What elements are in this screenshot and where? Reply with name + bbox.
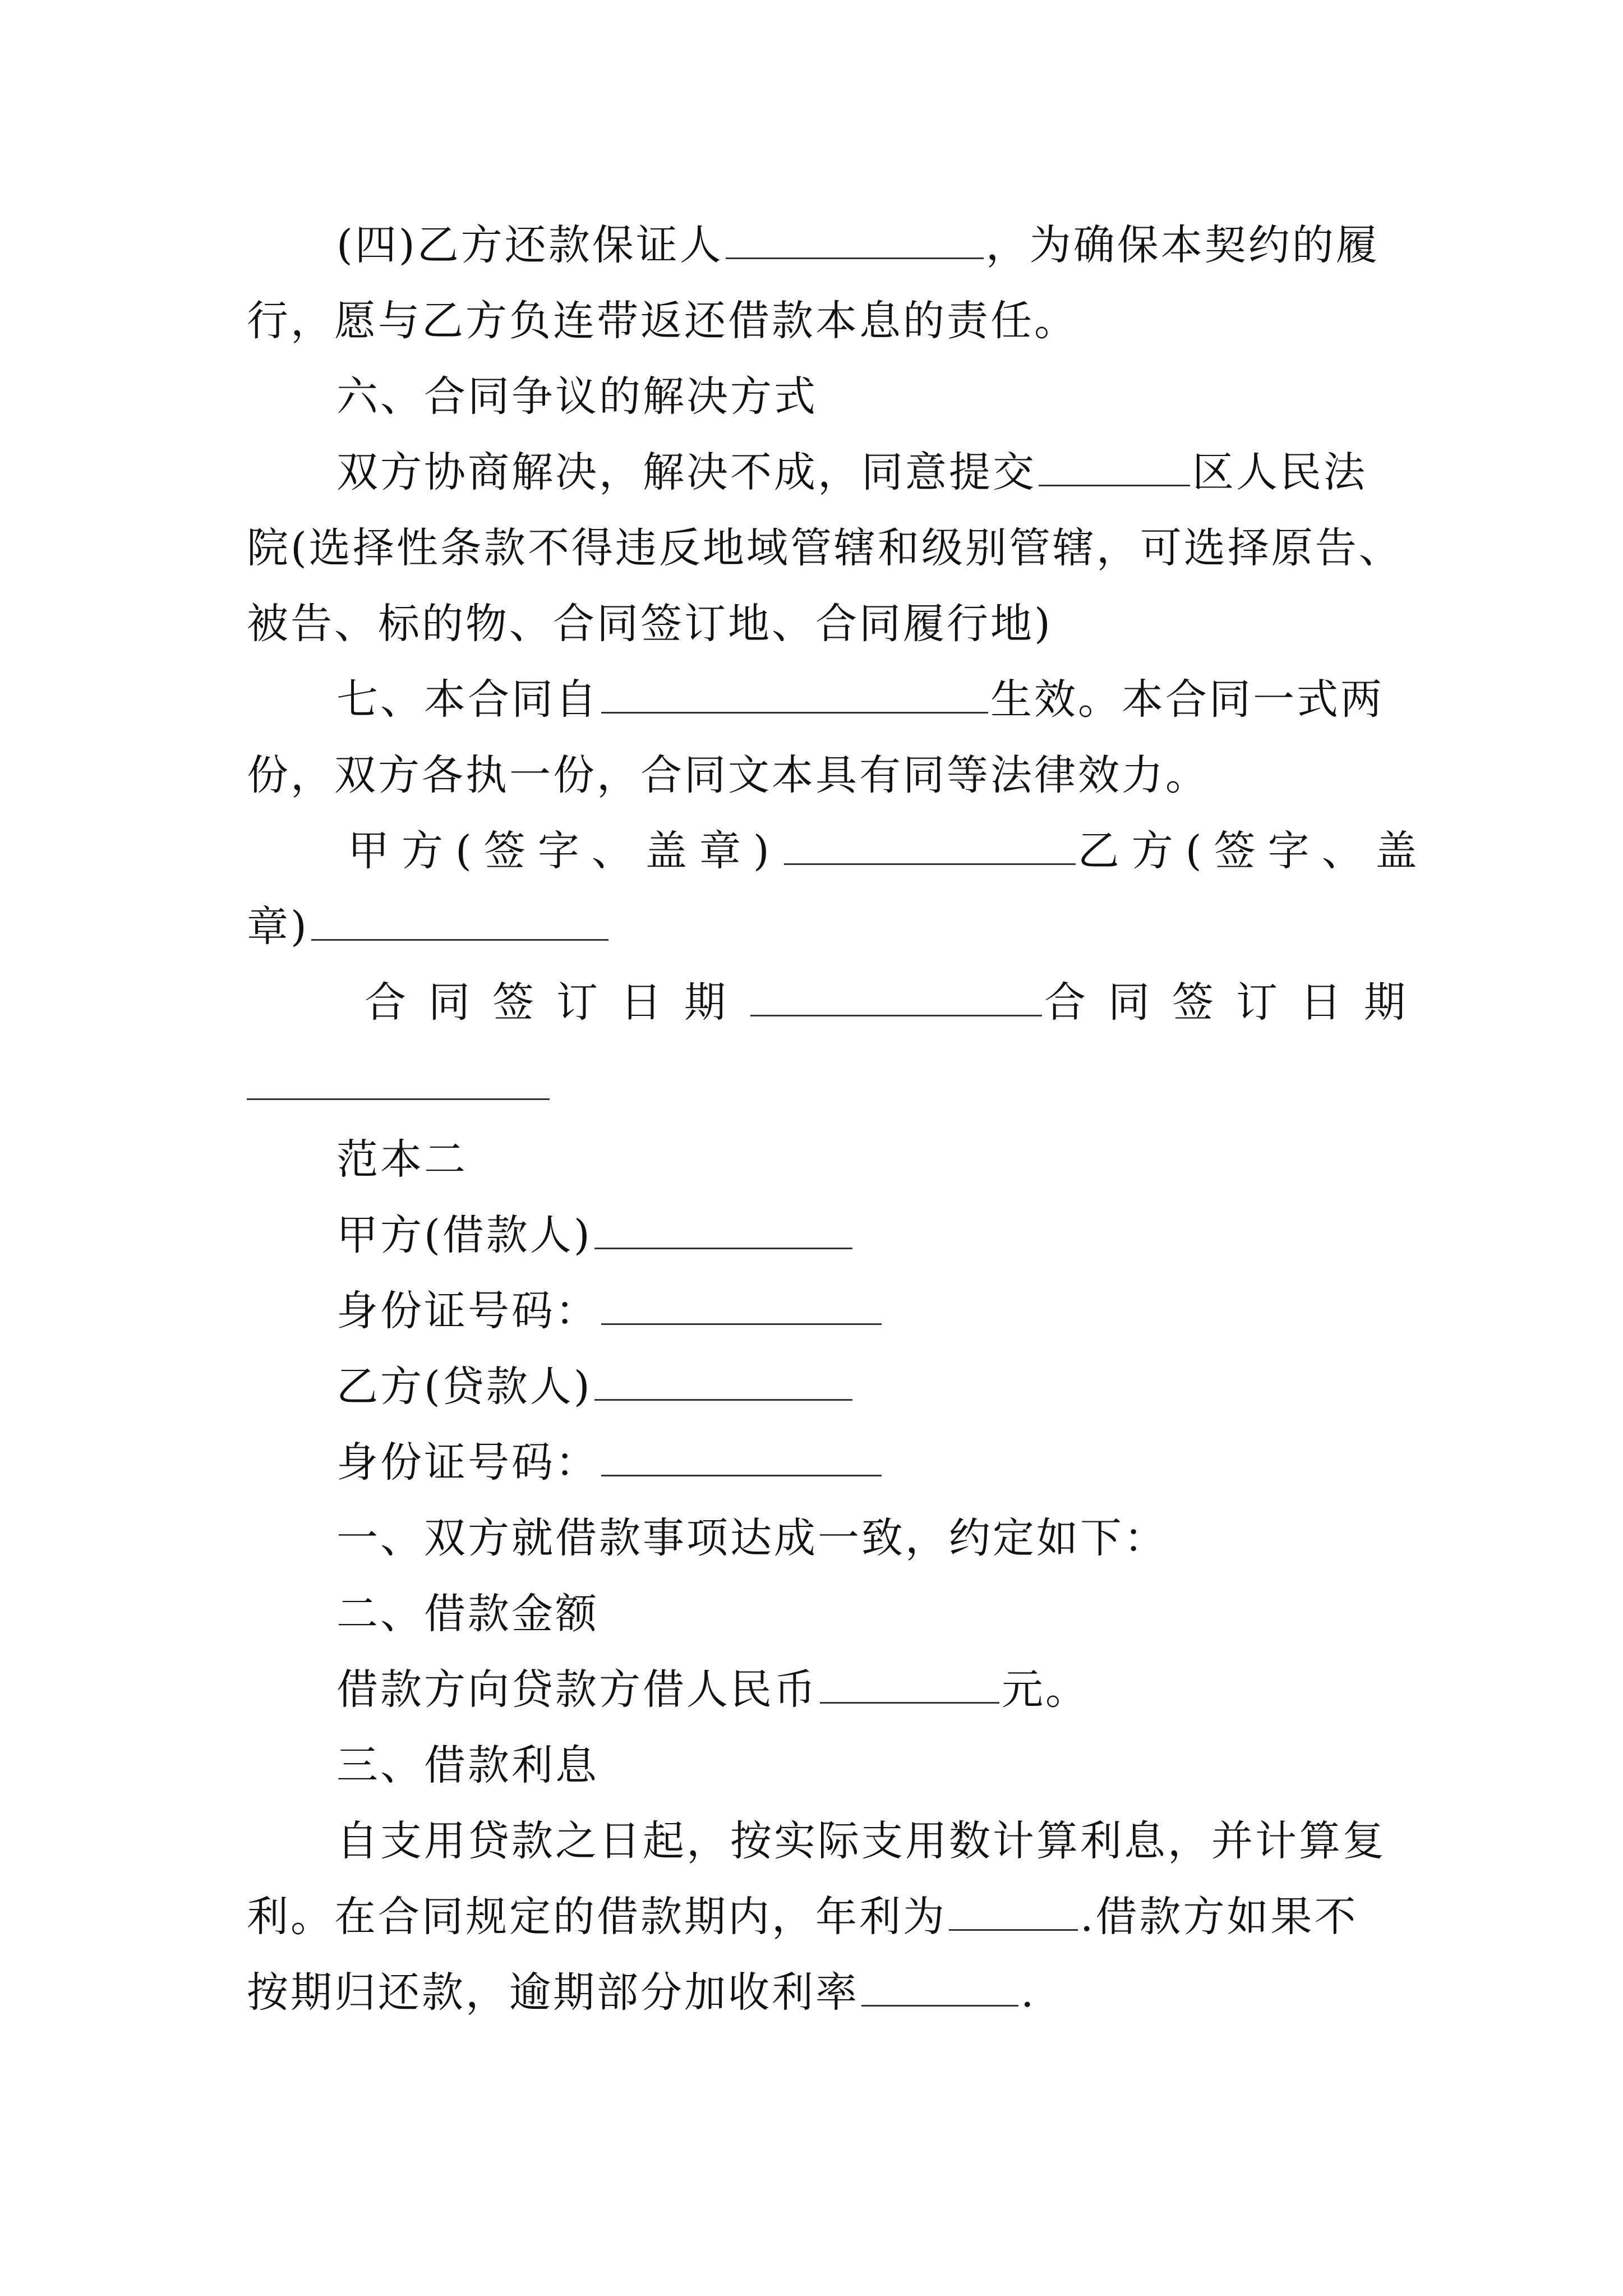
agreement-intro: 一、双方就借款事项达成一致，约定如下：: [336, 1514, 1168, 1562]
party-b-date-label: 合同签订日期: [1044, 978, 1428, 1027]
overdue-rate-label: 按期归还款，逾期部分加收利率: [247, 1968, 859, 2017]
lender-id-line: [336, 1426, 1380, 1499]
signature-line: [348, 815, 1430, 887]
court-text: 区人民法: [1192, 448, 1367, 496]
party-b-signature-label: 乙方(签字、盖: [1077, 827, 1430, 875]
guarantor-line: [336, 209, 1380, 282]
borrower-id-line: [336, 1274, 1380, 1347]
effective-label: 七、本合同自: [336, 675, 599, 724]
guarantor-blank[interactable]: [726, 210, 984, 259]
loan-amount-blank[interactable]: [820, 1655, 999, 1704]
template-2-title: 范本二: [336, 1135, 468, 1184]
guarantor-text: ，为确保本契约的履: [985, 221, 1380, 269]
overdue-rate-blank[interactable]: [861, 1958, 1018, 2007]
signature-line-cont: [247, 890, 1380, 963]
interest-line-3: [247, 1956, 1380, 2029]
effective-line: [336, 663, 1384, 736]
overdue-rate-period: .: [1021, 1968, 1036, 2017]
annual-rate-label: 利。在合同规定的借款期内，年利为: [247, 1893, 947, 1941]
effective-text: 生效。本合同一式两: [990, 675, 1384, 724]
loan-amount-label: 借款方向贷款方借人民币: [336, 1665, 818, 1714]
lender-label: 乙方(贷款人): [336, 1363, 592, 1411]
guarantor-label: (四)乙方还款保证人: [336, 221, 723, 269]
overdue-text: .借款方如果不: [1080, 1893, 1358, 1941]
effective-date-blank[interactable]: [601, 665, 988, 714]
loan-amount-unit: 元。: [1002, 1665, 1089, 1714]
lender-blank[interactable]: [594, 1352, 852, 1401]
court-blank[interactable]: [1039, 438, 1190, 486]
court-label: 双方协商解决，解决不成，同意提交: [336, 448, 1036, 496]
lender-id-label: 身份证号码：: [336, 1438, 599, 1487]
party-a-date-blank[interactable]: [750, 968, 1042, 1016]
borrower-blank[interactable]: [594, 1200, 852, 1249]
party-a-date-label: 合同签订日期: [365, 978, 748, 1027]
court-note-line-2: 被告、标的物、合同签订地、合同履行地): [247, 600, 1053, 648]
court-note-line-1: 院(选择性条款不得违反地域管辖和级别管辖，可选择原告、: [247, 524, 1403, 572]
party-a-signature-blank[interactable]: [784, 816, 1076, 865]
interest-line-1: 自支用贷款之日起，按实际支用数计算利息，并计算复: [336, 1817, 1386, 1865]
guarantor-line-cont: 行，愿与乙方负连带返还借款本息的责任。: [247, 297, 1078, 345]
annual-rate-blank[interactable]: [949, 1882, 1078, 1931]
interest-line-2: [247, 1880, 1380, 1953]
sign-date-line: [365, 966, 1428, 1039]
party-a-signature-label: 甲方(签字、盖章): [348, 827, 782, 875]
party-b-signature-label-cont: 章): [247, 903, 309, 951]
loan-amount-line: [336, 1653, 1380, 1726]
copies-line: 份，双方各执一份，合同文本具有同等法律效力。: [247, 751, 1209, 799]
lender-line: [336, 1350, 1380, 1423]
borrower-id-blank[interactable]: [601, 1276, 882, 1325]
lender-id-blank[interactable]: [601, 1428, 882, 1476]
loan-amount-heading: 二、借款金额: [336, 1590, 599, 1638]
borrower-id-label: 身份证号码：: [336, 1287, 599, 1335]
borrower-line: [336, 1199, 1380, 1272]
borrower-label: 甲方(借款人): [336, 1211, 592, 1259]
party-b-date-blank[interactable]: [247, 1098, 550, 1100]
interest-heading: 三、借款利息: [336, 1741, 599, 1789]
party-b-signature-blank[interactable]: [311, 892, 608, 941]
section-6-heading: 六、合同争议的解决方式: [336, 372, 818, 421]
court-line: [336, 436, 1380, 509]
